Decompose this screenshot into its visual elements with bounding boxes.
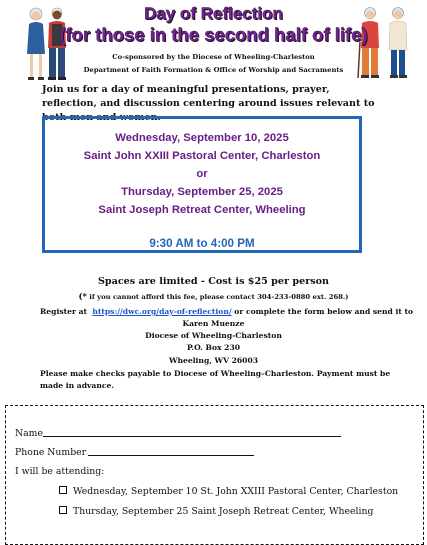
register-prefix: Register at	[40, 307, 90, 316]
event-details-box	[42, 116, 362, 253]
option-1-label: Wednesday, September 10 St. John XXIII Pastoral Center, Charleston	[73, 486, 399, 497]
attending-label: I will be attending:	[15, 466, 105, 477]
phone-label: Phone Number	[15, 447, 87, 458]
page-subtitle: (for those in the second half of life)	[59, 24, 368, 45]
cosponsor-text: Co-sponsored by the Diocese of Wheeling-Charleston	[112, 53, 315, 61]
phone-field-line[interactable]	[88, 455, 254, 456]
event-location-2: Saint Joseph Retreat Center, Wheeling	[98, 204, 306, 216]
checkbox-option-1[interactable]	[59, 486, 67, 494]
attending-option-2[interactable]	[59, 506, 373, 517]
address-line-3: P.O. Box 230	[186, 343, 241, 352]
option-2-label: Thursday, September 25 Saint Joseph Retreat Center, Wheeling	[73, 506, 374, 517]
event-date-1: Wednesday, September 10, 2025	[115, 132, 289, 144]
department-text: Department of Faith Formation & Office of Worship and Sacraments	[83, 66, 344, 74]
name-field-line[interactable]	[43, 436, 341, 437]
event-date-2: Thursday, September 25, 2025	[121, 186, 283, 198]
register-line	[40, 307, 420, 316]
payment-note: Please make checks payable to Diocese of Wheeling–Charleston. Payment must be made in advance.	[40, 369, 391, 390]
fee-note	[0, 292, 427, 302]
registration-form	[5, 405, 424, 545]
event-or: or	[196, 168, 208, 180]
spaces-cost-text: Spaces are limited - Cost is $25 per person	[97, 276, 330, 287]
page-title: Day of Reflection	[144, 4, 283, 23]
event-time: 9:30 AM to 4:00 PM	[149, 237, 255, 250]
intro-text: Join us for a day of meaningful presentations, prayer, reflection, and discussion centering around issues relevant to both men and women.	[42, 84, 375, 123]
fee-note-text: if you cannot afford this fee, please contact 304-233-0880 ext. 268.)	[86, 293, 349, 301]
fee-note-mark: (*	[78, 292, 87, 302]
address-line-2: Diocese of Wheeling-Charleston	[145, 331, 282, 340]
address-line-1: Karen Muenze	[182, 319, 245, 328]
checkbox-option-2[interactable]	[59, 506, 67, 514]
register-suffix: or complete the form below and send it to	[231, 307, 414, 316]
address-line-4: Wheeling, WV 26003	[168, 356, 259, 365]
event-location-1: Saint John XXIII Pastoral Center, Charleston	[83, 150, 321, 162]
attending-option-1[interactable]	[59, 486, 398, 497]
name-label: Name	[15, 428, 43, 439]
register-link[interactable]: https://dwc.org/day-of-reflection/	[92, 307, 232, 316]
